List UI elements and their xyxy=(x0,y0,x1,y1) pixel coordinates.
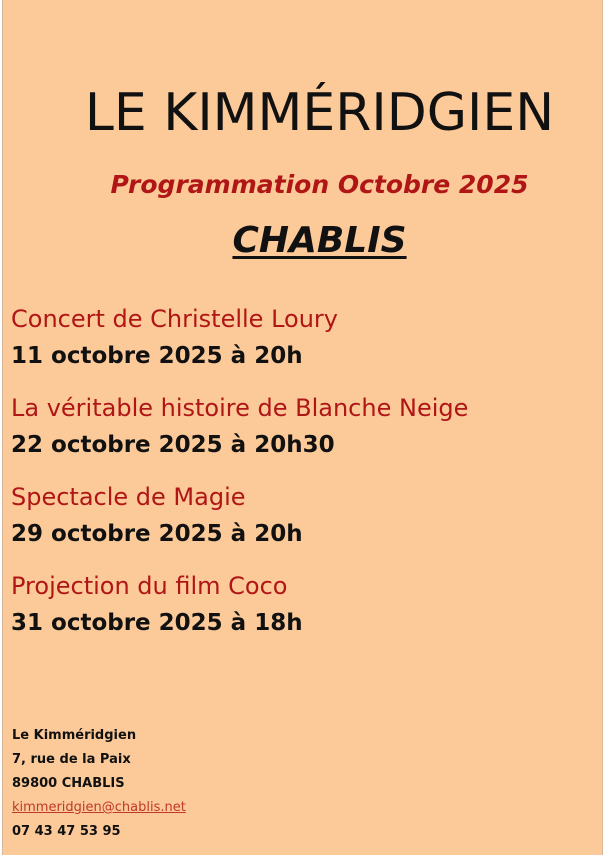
contact-phone: 07 43 47 53 95 xyxy=(12,824,121,839)
city-heading-text: CHABLIS xyxy=(232,220,407,261)
event-item xyxy=(11,300,596,389)
event-title: La véritable histoire de Blanche Neige xyxy=(11,394,469,422)
event-date: 31 octobre 2025 à 18h xyxy=(11,610,303,636)
contact-city: 89800 CHABLIS xyxy=(12,776,125,791)
event-date: 29 octobre 2025 à 20h xyxy=(11,521,303,547)
city-heading xyxy=(3,218,602,264)
event-list xyxy=(11,300,596,656)
event-item xyxy=(11,478,596,567)
contact-street: 7, rue de la Paix xyxy=(12,752,131,767)
event-title: Projection du film Coco xyxy=(11,572,288,600)
contact-email-link[interactable]: kimmeridgien@chablis.net xyxy=(12,800,186,815)
contact-block xyxy=(12,724,186,844)
event-date: 22 octobre 2025 à 20h30 xyxy=(11,432,335,458)
contact-name: Le Kimméridgien xyxy=(12,728,137,743)
event-title: Concert de Christelle Loury xyxy=(11,305,338,333)
program-subtitle: Programmation Octobre 2025 xyxy=(110,170,529,199)
event-item xyxy=(11,389,596,478)
event-title: Spectacle de Magie xyxy=(11,483,246,511)
venue-title: LE KIMMÉRIDGIEN xyxy=(84,83,555,143)
event-item xyxy=(11,567,596,656)
flyer-page xyxy=(2,0,603,855)
event-date: 11 octobre 2025 à 20h xyxy=(11,343,303,369)
